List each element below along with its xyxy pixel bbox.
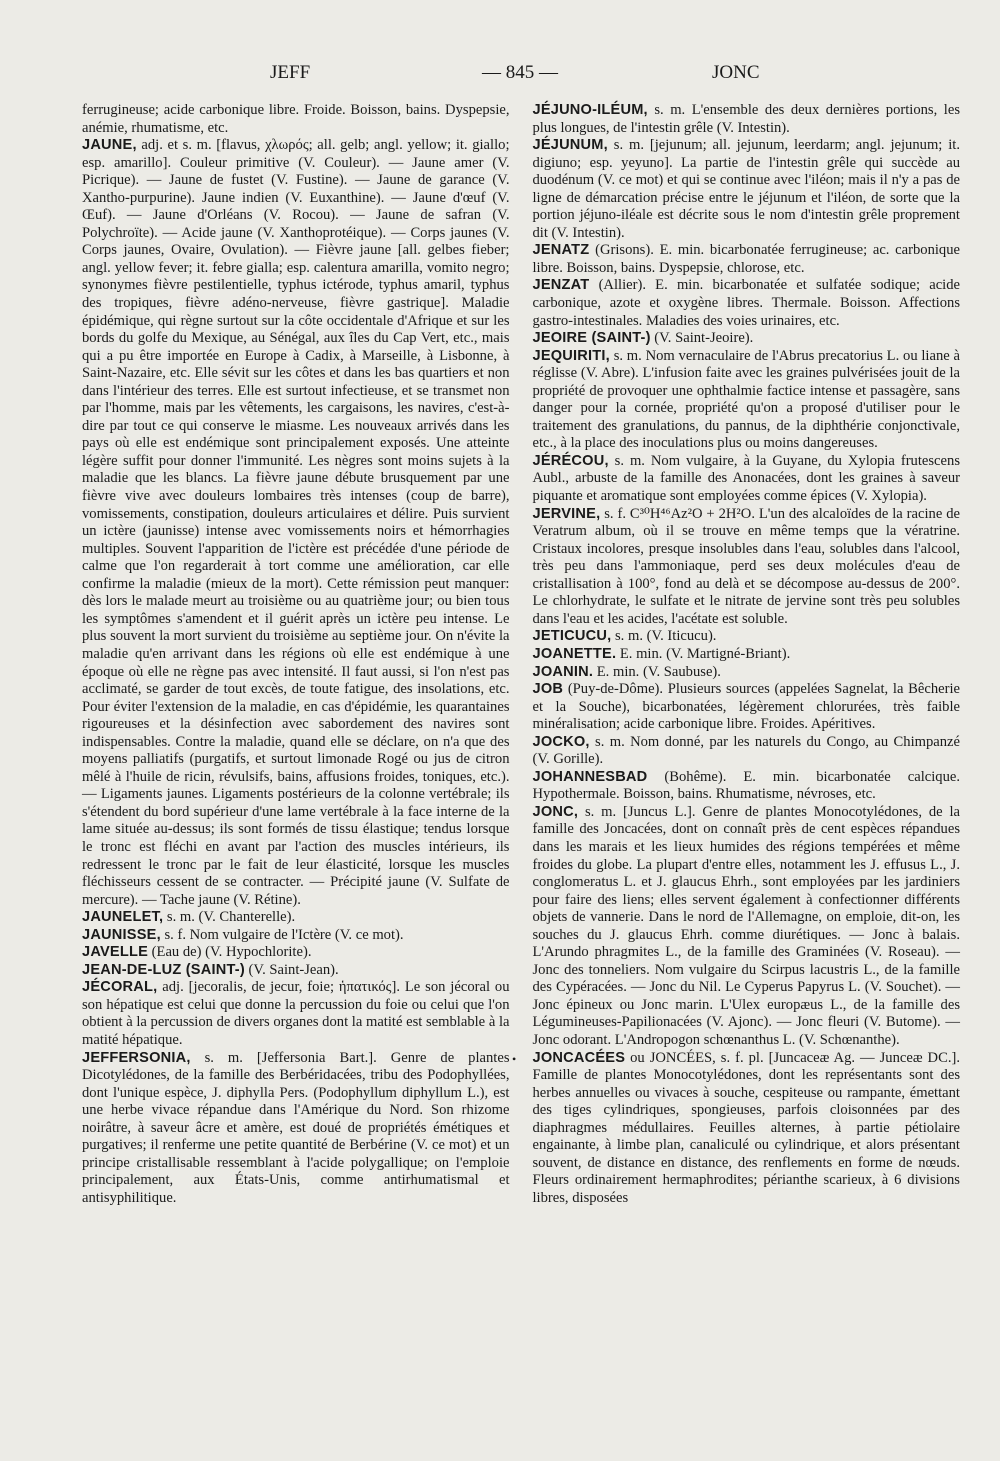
margin-bullet: • (512, 1052, 517, 1066)
page-number: — 845 — (482, 62, 558, 83)
entry-text: s. m. [jejunum; all. jejunum, leerdarm; angl. jejunum; it. digiuno; esp. yeyuno]. La partie de l'intestin grêle qui succède au duodénum (V. ce mot) et qui se continue avec l'iléon; mais il n'y a pas de ligne de démarcation précise entre le jéjunum et l'iléon, de sorte que la portion jéjuno-iléale est décrite sous le nom d'intestin grêle proprement dit (V. Intestin). (532, 137, 960, 241)
dictionary-entry (533, 628, 961, 646)
dictionary-entry (533, 1050, 961, 1208)
entry-text: s. f. Nom vulgaire de l'Ictère (V. ce mot). (160, 926, 404, 943)
dictionary-entry (533, 277, 961, 330)
entry-headword: JAUNISSE, (82, 926, 161, 943)
dictionary-entry (82, 137, 510, 909)
entry-text: ou JONCÉES, s. f. pl. [Juncaceæ Ag. — Junceæ DC.]. Famille de plantes Monocotylédones, dont les représentants sont des herbes annuelles ou vivaces à souche, cespiteuse ou rampante, émettant des tiges cylindriques, spongieuses, parfois cloisonnées par des diaphragmes médullaires. Feuilles alternes, à partie pétiolaire engainante, à limbe plan, canaliculé ou cylindrique, et alors présentant souvent, de distance en distance, des renflements en forme de nœuds. Fleurs ordinairement hermaphrodites; périanthe scarieux, à 6 divisions libres, disposées (532, 1049, 960, 1206)
dictionary-entry (533, 646, 961, 664)
entry-text: E. min. (V. Martigné-Briant). (616, 645, 791, 662)
entry-headword: JÉJUNUM, (532, 137, 608, 154)
entry-text: s. m. Nom donné, par les naturels du Congo, au Chimpanzé (V. Gorille). (532, 733, 960, 768)
entry-headword: JENATZ (532, 242, 590, 259)
dictionary-entry (533, 734, 961, 769)
dictionary-entry (82, 944, 510, 962)
dictionary-entry (533, 102, 961, 137)
entry-text: (Puy-de-Dôme). Plusieurs sources (appelées Sagnelat, la Bêcherie et la Souche), bicarbonatées, légèrement chlorurées, très faible minéralisation; acide carbonique libre. Froides. Apéritives. (532, 681, 960, 733)
running-header (82, 62, 960, 88)
entry-text: s. m. [Jeffersonia Bart.]. Genre de plantes Dicotylédones, de la famille des Berbéridacées, tribu des Podophyllées, dont l'unique espèce, J. diphylla Pers. (Podophyllum diphyllum L.), est une herbe vivace répandue dans l'Amérique du Nord. Son rhizome noirâtre, à saveur âcre et amère, est doué de propriétés émétiques et purgatives; il renferme une petite quantité de Berbérine (V. ce mot) et un principe cristallisable ressemblant à l'acide polygallique; on l'emploie principalement, aux États-Unis, comme antirhumatismal et antisyphilitique. (82, 1049, 510, 1206)
entry-headword: JERVINE, (532, 505, 601, 522)
entry-headword: JEAN-DE-LUZ (SAINT-) (82, 961, 245, 978)
entry-text: s. m. (V. Chanterelle). (163, 909, 296, 926)
dictionary-entry (82, 909, 510, 927)
entry-text: (Allier). E. min. bicarbonatée et sulfatée sodique; acide carbonique, azote et oxygène libres. Thermale. Boisson. Affections gastro-intestinales. Maladies des voies urinaires, etc. (532, 277, 960, 329)
entry-text: (Grisons). E. min. bicarbonatée ferrugineuse; ac. carbonique libre. Boisson, bains. Dyspepsie, chlorose, etc. (532, 242, 960, 276)
dictionary-entry (533, 506, 961, 629)
header-left-guideword: JEFF (270, 62, 311, 83)
dictionary-entry (82, 962, 510, 980)
entry-text: (V. Saint-Jeoire). (650, 330, 754, 347)
dictionary-entry (533, 453, 961, 506)
entry-headword: JETICUCU, (532, 628, 612, 645)
right-column (533, 102, 961, 1207)
entry-text: s. m. L'ensemble des deux dernières portions, les plus longues, de l'intestin grêle (V. Intestin). (532, 102, 960, 136)
entry-text: s. m. [Juncus L.]. Genre de plantes Monocotylédones, de la famille des Joncacées, dont on connaît près de cent espèces répandues dans les marais et les lieux humides des régions tempérées et même froides du globe. La plupart d'entre elles, notamment les J. effusus L., J. conglomeratus L. et J. glaucus Ehrh., sont employées par les jardiniers pour faire des liens; elles servent également à confectionner différents objets de vannerie. Dans le nord de l'Allemagne, on emploie, dit-on, les souches du J. glaucus Ehrh. comme diurétiques. — Jonc à balais. L'Arundo phragmites L., de la famille des Graminées (V. Roseau). — Jonc des tonneliers. Nom vulgaire du Scirpus lacustris L., de la famille des Cypéracées. — Jonc du Nil. Le Cyperus Papyrus L. (V. Souchet). — Jonc épineux ou Jonc marin. L'Ulex europæus L., de la famille des Légumineuses-Papilionacées (V. Ajonc). — Jonc fleuri (V. Butome). — Jonc odorant. L'Andropogon schœnanthus L. (V. Schœnanthe). (532, 803, 960, 1048)
left-column (82, 102, 510, 1207)
dictionary-entry (533, 348, 961, 453)
entry-text: s. f. C³⁰H⁴⁶Az²O + 2H²O. L'un des alcaloïdes de la racine de Veratrum album, où il se trouve en même temps que la vératrine. Cristaux incolores, presque insolubles dans l'eau, solubles dans l'alcool, très peu dans l'ammoniaque, perd ses deux molécules d'eau de cristallisation à 100°, fond au delà et se décompose au-dessus de 200°. Le chlorhydrate, le sulfate et le nitrate de jervine sont très peu solubles dans l'eau et les acides, l'acétate est soluble. (532, 505, 960, 627)
entry-headword: JEQUIRITI, (532, 347, 610, 364)
dictionary-entry (82, 927, 510, 945)
entry-headword: JEOIRE (SAINT-) (532, 330, 651, 347)
entry-headword: JAUNE, (82, 137, 137, 154)
entry-text: adj. et s. m. [flavus, χλωρός; all. gelb; angl. yellow; it. giallo; esp. amarillo]. Couleur primitive (V. Couleur). — Jaune amer (V. Picrique). — Jaune de fustet (V. Fustine). — Jaune de garance (V. Xantho-purpurine). Jaune indien (V. Euxanthine). — Jaune d'œuf (V. Œuf). — Jaune d'Orléans (V. Rocou). — Jaune de safran (V. Polychroïte). — Acide jaune (V. Xanthoprotéique). — Corps jaunes (V. Corps jaunes, Ovaire, Ovulation). — Fièvre jaune [all. gelbes fieber; angl. yellow fever; it. febre gialla; esp. calentura amarilla, vomito negro; synonymes fièvre pestilentielle, typhus ictérode, typhus amaril, typhus des tropiques, fièvre adéno-nerveuse, fièvre gastrique]. Maladie épidémique, qui règne surtout sur la côte occidentale d'Afrique et sur les bords du golfe du Mexique, au Sénégal, aux îles du Cap Vert, etc., mais qui a pu être importée en Europe à Cadix, à Marseille, à Lisbonne, à Saint-Nazaire, etc. Elle sévit sur les côtes et dans les bas quartiers et non dans l'intérieur des terres. Elle est surtout infectieuse, et se transmet non par l'homme, mais par les vêtements, les cargaisons, les navires, c'est-à-dire par tout ce qui conserve le miasme. Les nouveaux arrivés dans les pays où elle est endémique sont principalement exposés. Une atteinte légère suffit pour donner l'immunité. Les nègres sont moins sujets à la maladie que les blancs. La fièvre jaune débute brusquement par une fièvre vive avec douleurs lombaires très intenses (coup de barre), vomissements, constipation, douleurs articulaires et délire. Puis survient un ictère (jaunisse) intense avec vomissements noirs et hémorrhagies multiples. Souvent l'apparition de l'ictère est précédée d'une période de calme que l'on regarderait à tort comme une amélioration, car elle confirme la maladie (mieux de la mort). Cette rémission peut manquer: dès lors le malade meurt au troisième ou au quatrième jour; ou bien tous les symptômes s'amendent et il guérit après un ictère peu intense. Le plus souvent la mort survient du troisième au septième jour. On n'évite la maladie qu'en arrivant dans les régions où elle est endémique à une époque où elle ne règne pas avec intensité. Il faut aussi, si l'on n'est pas acclimaté, se garder de tout excès, de toute fatigue, des insolations, etc. Pour éviter l'extension de la maladie, en cas d'épidémie, les quarantaines rigoureuses et la désinfection avec sabordement des navires sont indispensables. Contre la maladie, quand elle se déclare, on n'a que des moyens palliatifs (purgatifs, et surtout limonade Rogé ou jus de citron mêlé à l'huile de ricin, révulsifs, bains, affusions froides, toniques, etc.). — Ligaments jaunes. Ligaments postérieurs de la colonne vertébrale; ils s'étendent du bord supérieur d'une lame vertébrale à la face interne de la lame située au-dessus; ils sont formés de tissu élastique; tendus lorsque le tronc est fléchi en avant par l'action des muscles intérieurs, ils redressent le tronc par le fait de leur élasticité, lorsque les muscles fléchisseurs cessent de se contracter. — Précipité jaune (V. Sulfate de mercure). — Tache jaune (V. Rétine). (82, 137, 510, 908)
dictionary-entry (533, 330, 961, 348)
dictionary-entry (82, 102, 510, 137)
entry-headword: JÉJUNO-ILÉUM, (532, 102, 648, 118)
entry-headword: JÉCORAL, (82, 979, 158, 996)
entry-text: E. min. (V. Saubuse). (593, 663, 721, 680)
entry-headword: JOANIN. (532, 663, 594, 680)
entry-headword: JAUNELET, (82, 909, 164, 926)
entry-headword: JAVELLE (82, 944, 149, 961)
dictionary-entry (533, 137, 961, 242)
header-right-guideword: JONC (712, 62, 760, 83)
dictionary-entry (82, 979, 510, 1049)
entry-text: adj. [jecoralis, de jecur, foie; ἡπατικός]. Le son jécoral ou son hépatique est celui que donne la percussion du foie ou celui que l'on obtient à la percussion de divers organes dont la matité est semblable à la matité hépatique. (82, 979, 510, 1048)
dictionary-entry (533, 804, 961, 1050)
entry-headword: JÉRÉCOU, (532, 452, 609, 469)
entry-text: s. m. (V. Iticucu). (611, 628, 717, 645)
dictionary-entry (533, 769, 961, 804)
entry-text: s. m. Nom vulgaire, à la Guyane, du Xylopia frutescens Aubl., arbuste de la famille des Anonacées, dont les graines à saveur piquante et aromatique sont employées comme épices (V. Xylopia). (532, 452, 960, 505)
entry-headword: JONCACÉES (532, 1049, 626, 1066)
entry-text: s. m. Nom vernaculaire de l'Abrus precatorius L. ou liane à réglisse (V. Abre). L'infusion faite avec les graines pulvérisées jouit de la propriété de provoquer une ophthalmie factice intense et passagère, sans danger pour la cornée, propriété qu'on a proposé d'utiliser pour le traitement des granulations, du pannus, de la diphthérie conjonctivale, etc., à la place des inoculations plus ou moins dangereuses. (532, 347, 960, 452)
entry-headword: JOB (532, 681, 564, 698)
entry-headword: JOANETTE. (532, 645, 617, 662)
entry-text: (Eau de) (V. Hypochlorite). (148, 944, 312, 961)
entry-text: ferrugineuse; acide carbonique libre. Froide. Boisson, bains. Dyspepsie, anémie, rhumatisme, etc. (82, 102, 510, 136)
entry-headword: JOHANNESBAD (532, 768, 648, 785)
entry-headword: JONC, (532, 803, 579, 820)
entry-text: (V. Saint-Jean). (244, 961, 339, 978)
entry-headword: JEFFERSONIA, (82, 1049, 191, 1066)
entry-headword: JOCKO, (532, 733, 590, 750)
dictionary-entry (82, 1050, 510, 1208)
dictionary-entry (533, 242, 961, 277)
entry-text: (Bohême). E. min. bicarbonatée calcique. Hypothermale. Boisson, bains. Rhumatisme, névroses, etc. (532, 768, 960, 803)
text-columns (82, 102, 960, 1207)
dictionary-entry (533, 664, 961, 682)
entry-headword: JENZAT (532, 277, 590, 294)
dictionary-entry (533, 681, 961, 734)
